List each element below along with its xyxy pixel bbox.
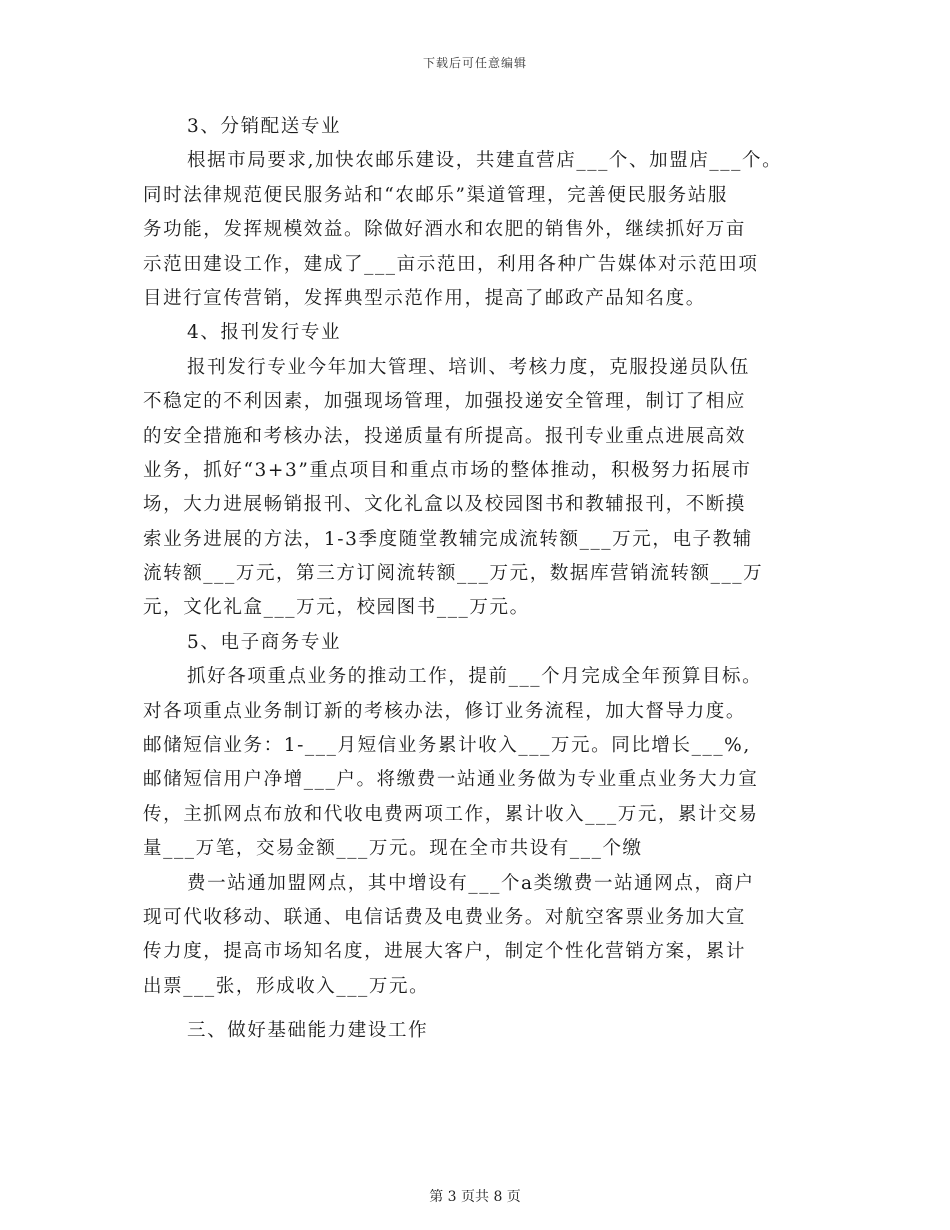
paragraph-line: 报刊发行专业今年加大管理、培训、考核力度，克服投递员队伍 <box>187 356 750 378</box>
paragraph-line: 场，大力进展畅销报刊、文化礼盒以及校园图书和教辅报刊，不断摸 <box>143 494 747 516</box>
paragraph-line: 量___万笔，交易金额___万元。现在全市共设有___个缴 <box>143 838 643 860</box>
section-heading: 3、分销配送专业 <box>187 116 342 137</box>
paragraph-line: 流转额___万元，第三方订阅流转额___万元，数据库营销流转额___万 <box>143 563 764 585</box>
paragraph-line: 邮储短信业务：1-___月短信业务累计收入___万元。同比增长___%, <box>143 735 751 757</box>
paragraph-line: 索业务进展的方法，1-3季度随堂教辅完成流转额___万元，电子教辅 <box>143 528 753 550</box>
paragraph-line: 同时法律规范便民服务站和“农邮乐”渠道管理，完善便民服务站服 <box>143 184 728 206</box>
paragraph-line: 费一站通加盟网点，其中增设有___个a类缴费一站通网点，商户 <box>187 872 755 894</box>
paragraph-line: 根据市局要求,加快农邮乐建设，共建直营店___个、加盟店___个。 <box>187 150 783 172</box>
page-footer: 第 3 页共 8 页 <box>429 1189 521 1205</box>
paragraph-line: 务功能，发挥规模效益。除做好酒水和农肥的销售外，继续抓好万亩 <box>143 219 747 241</box>
paragraph-line: 元，文化礼盒___万元，校园图书___万元。 <box>143 597 530 619</box>
paragraph-line: 抓好各项重点业务的推动工作，提前___个月完成全年预算目标。 <box>187 666 763 688</box>
paragraph-line: 传力度，提高市场知名度，进展大客户，制定个性化营销方案，累计 <box>143 941 747 963</box>
paragraph-line: 对各项重点业务制订新的考核办法，修订业务流程，加大督导力度。 <box>143 700 747 722</box>
paragraph-line: 传，主抓网点布放和代收电费两项工作，累计收入___万元，累计交易 <box>143 803 759 825</box>
document-body <box>143 110 823 1049</box>
section-heading: 4、报刊发行专业 <box>187 322 342 344</box>
paragraph-line: 不稳定的不利因素，加强现场管理，加强投递安全管理，制订了相应 <box>143 391 747 413</box>
paragraph-line: 现可代收移动、联通、电信话费及电费业务。对航空客票业务加大宣 <box>143 906 747 928</box>
paragraph-line: 出票___张，形成收入___万元。 <box>143 975 430 997</box>
paragraph-line: 业务，抓好“3+3”重点项目和重点市场的整体推动，积极努力拓展市 <box>143 459 752 481</box>
section-heading: 5、电子商务专业 <box>187 631 342 653</box>
paragraph-line: 邮储短信用户净增___户。将缴费一站通业务做为专业重点业务大力宣 <box>143 769 759 791</box>
paragraph-line: 的安全措施和考核办法，投递质量有所提高。报刊专业重点进展高效 <box>143 425 747 447</box>
page-header: 下载后可任意编辑 <box>422 56 527 70</box>
paragraph-line: 示范田建设工作，建成了___亩示范田，利用各种广告媒体对示范田项 <box>143 253 759 275</box>
section-heading: 三、做好基础能力建设工作 <box>187 1020 429 1042</box>
spacer <box>143 1004 823 1014</box>
paragraph-line: 目进行宣传营销，发挥典型示范作用，提高了邮政产品知名度。 <box>143 287 706 309</box>
